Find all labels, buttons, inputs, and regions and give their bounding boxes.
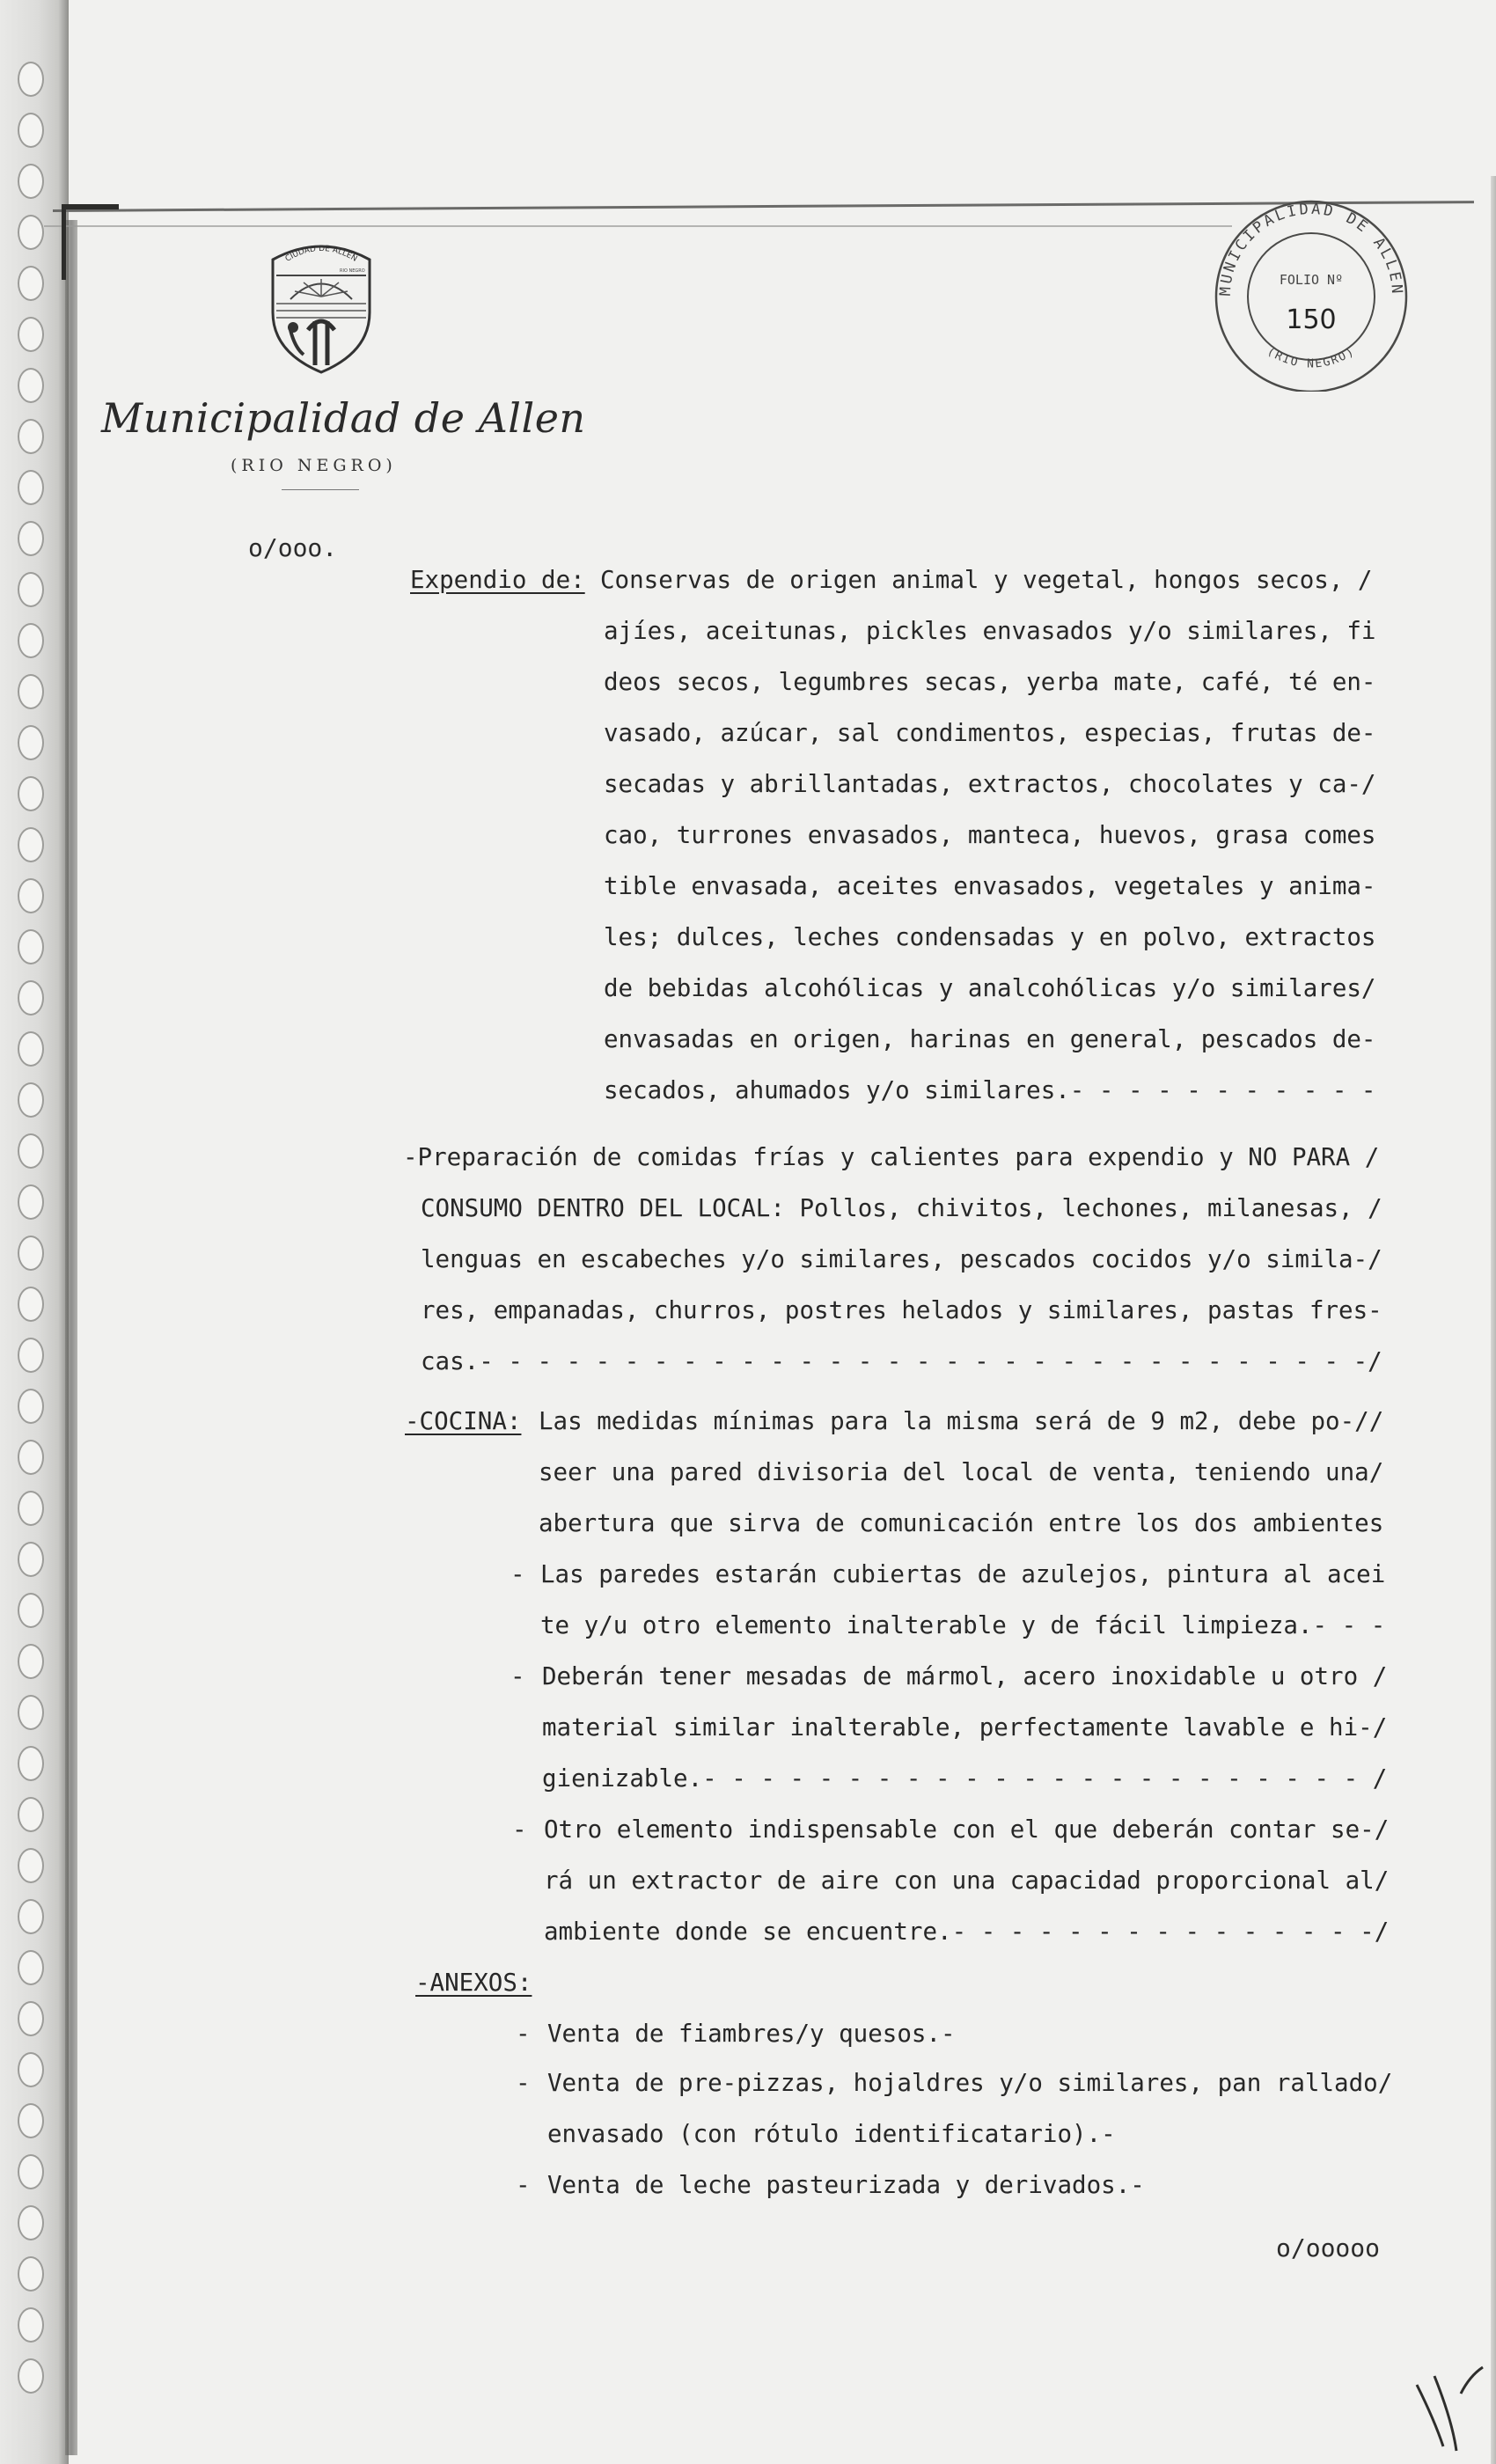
corner-scribble-icon [1408, 2358, 1487, 2455]
binder-hole [18, 1746, 44, 1781]
binder-hole [18, 1695, 44, 1730]
binder-hole [18, 1950, 44, 1985]
expendio-line: les; dulces, leches condensadas y en polvo, extractos [604, 923, 1376, 951]
anexos-line: Venta de pre-pizzas, hojaldres y/o similares, pan rallado/ [547, 2069, 1393, 2097]
stamp-ring-bottom: (RIO NEGRO) [1265, 344, 1358, 371]
preparacion-line: cas.- - - - - - - - - - - - - - - - - - - - - - - - - - - - - - -/ [421, 1347, 1382, 1375]
expendio-line: vasado, azúcar, sal condimentos, especias, frutas de- [604, 719, 1376, 747]
binder-hole [18, 1491, 44, 1526]
binder-hole [18, 1133, 44, 1169]
anexos-line: envasado (con rótulo identificatario).- [547, 2120, 1116, 2148]
cocina-line: rá un extractor de aire con una capacidad proporcional al/ [544, 1866, 1390, 1895]
cocina-line: ambiente donde se encuentre.- - - - - - - - - - - - - - -/ [544, 1918, 1390, 1946]
expendio-line: de bebidas alcohólicas y analcohólicas y/o similares/ [604, 974, 1376, 1002]
cocina-line: abertura que sirva de comunicación entre los dos ambientes [539, 1509, 1384, 1537]
continuation-marker-bottom: o/ooooo [1276, 2233, 1381, 2262]
expendio-line: secadas y abrillantadas, extractos, chocolates y ca-/ [604, 770, 1376, 798]
binder-hole [18, 878, 44, 913]
preparacion-line: lenguas en escabeches y/o similares, pescados cocidos y/o simila-/ [421, 1245, 1382, 1273]
binder-holes [18, 62, 48, 2438]
expendio-line: Conservas de origen animal y vegetal, hongos secos, / [600, 566, 1373, 594]
preparacion-line: -Preparación de comidas frías y calientes para expendio y NO PARA / [403, 1143, 1380, 1171]
binder-hole [18, 2205, 44, 2240]
cocina-line: Otro elemento indispensable con el que deberán contar se-/ [544, 1815, 1390, 1844]
anexos-bullet: - [516, 2069, 531, 2097]
binder-hole [18, 2103, 44, 2138]
binder-hole [18, 1287, 44, 1322]
anexos-line: Venta de fiambres/y quesos.- [547, 2020, 956, 2048]
expendio-line: deos secos, legumbres secas, yerba mate, café, té en- [604, 668, 1376, 696]
coat-of-arms-icon [264, 233, 378, 374]
cocina-line: gienizable.- - - - - - - - - - - - - - - - - - - - - - - / [542, 1764, 1388, 1793]
binder-hole [18, 2052, 44, 2087]
expendio-line: tible envasada, aceites envasados, vegetales y anima- [604, 872, 1376, 900]
binder-hole [18, 521, 44, 556]
cocina-line: material similar inalterable, perfectamente lavable e hi-/ [542, 1713, 1388, 1742]
crest-subtext: RIO NEGRO [340, 268, 365, 274]
binder-hole [18, 317, 44, 352]
page-edge-line-secondary [44, 225, 1232, 227]
expendio-heading: Expendio de: [410, 566, 585, 594]
binder-hole [18, 623, 44, 658]
anexos-bullet: - [516, 2020, 531, 2048]
binder-hole [18, 1389, 44, 1424]
binder-hole [18, 164, 44, 199]
title-underline [282, 489, 359, 490]
binder-hole [18, 419, 44, 454]
stamp-folio-label: FOLIO Nº [1279, 272, 1344, 288]
binding-shadow [65, 220, 77, 2455]
page-right-edge [1491, 176, 1496, 2464]
anexos-line: Venta de leche pasteurizada y derivados.- [547, 2171, 1145, 2199]
binder-hole [18, 1848, 44, 1883]
binder-hole [18, 1031, 44, 1067]
binder-hole [18, 62, 44, 97]
binder-hole [18, 1899, 44, 1934]
cocina-line: Deberán tener mesadas de mármol, acero inoxidable u otro / [542, 1662, 1388, 1690]
svg-text:(RIO NEGRO) [1265, 345, 1358, 371]
binder-hole [18, 470, 44, 505]
binder-hole [18, 1593, 44, 1628]
municipality-subtitle: (RIO NEGRO) [231, 456, 397, 475]
binder-hole [18, 929, 44, 964]
binder-hole [18, 827, 44, 862]
cocina-line: te y/u otro elemento inalterable y de fácil limpieza.- - - [540, 1611, 1386, 1639]
binder-hole [18, 725, 44, 760]
binder-hole [18, 1797, 44, 1832]
expendio-line: secados, ahumados y/o similares.- - - - - - - - - - - [604, 1076, 1376, 1104]
binder-hole [18, 1440, 44, 1475]
expendio-line: cao, turrones envasados, manteca, huevos, grasa comes [604, 821, 1376, 849]
expendio-line: ajíes, aceitunas, pickles envasados y/o similares, fi [604, 617, 1376, 645]
cocina-bullet: - [510, 1560, 525, 1588]
crest-text: CIUDAD DE ALLEN [283, 244, 359, 264]
binder-hole [18, 2001, 44, 2036]
binder-hole [18, 368, 44, 403]
binder-hole [18, 1338, 44, 1373]
binder-hole [18, 674, 44, 709]
preparacion-line: CONSUMO DENTRO DEL LOCAL: Pollos, chivitos, lechones, milanesas, / [421, 1194, 1382, 1222]
binder-hole [18, 2307, 44, 2343]
page-corner-mark [62, 204, 119, 280]
cocina-line: Las medidas mínimas para la misma será de 9 m2, debe po-// [539, 1407, 1384, 1435]
binder-hole [18, 572, 44, 607]
stamp-folio-number: 150 [1286, 304, 1337, 335]
folio-stamp [1206, 198, 1417, 392]
stamp-ring-text: MUNICIPALIDAD DE ALLEN [1216, 200, 1406, 297]
binder-hole [18, 266, 44, 301]
binder-hole [18, 2358, 44, 2394]
binder-hole [18, 1184, 44, 1220]
expendio-line: envasadas en origen, harinas en general, pescados de- [604, 1025, 1376, 1053]
cocina-bullet: - [510, 1662, 525, 1690]
cocina-heading: -COCINA: [405, 1407, 522, 1435]
cocina-line: seer una pared divisoria del local de venta, teniendo una/ [539, 1458, 1384, 1486]
continuation-marker-top: o/ooo. [248, 533, 338, 562]
cocina-line: Las paredes estarán cubiertas de azulejos, pintura al acei [540, 1560, 1386, 1588]
binder-hole [18, 2256, 44, 2292]
binder-hole [18, 2154, 44, 2189]
municipality-title: Municipalidad de Allen [101, 394, 586, 442]
binder-hole [18, 1082, 44, 1118]
preparacion-line: res, empanadas, churros, postres helados y similares, pastas fres- [421, 1296, 1382, 1324]
anexos-heading: -ANEXOS: [415, 1969, 532, 1997]
binder-hole [18, 1236, 44, 1271]
anexos-bullet: - [516, 2171, 531, 2199]
binder-hole [18, 1644, 44, 1679]
binder-hole [18, 215, 44, 250]
binder-hole [18, 113, 44, 148]
binder-hole [18, 980, 44, 1016]
cocina-bullet: - [512, 1815, 527, 1844]
binder-hole [18, 1542, 44, 1577]
binder-hole [18, 776, 44, 811]
